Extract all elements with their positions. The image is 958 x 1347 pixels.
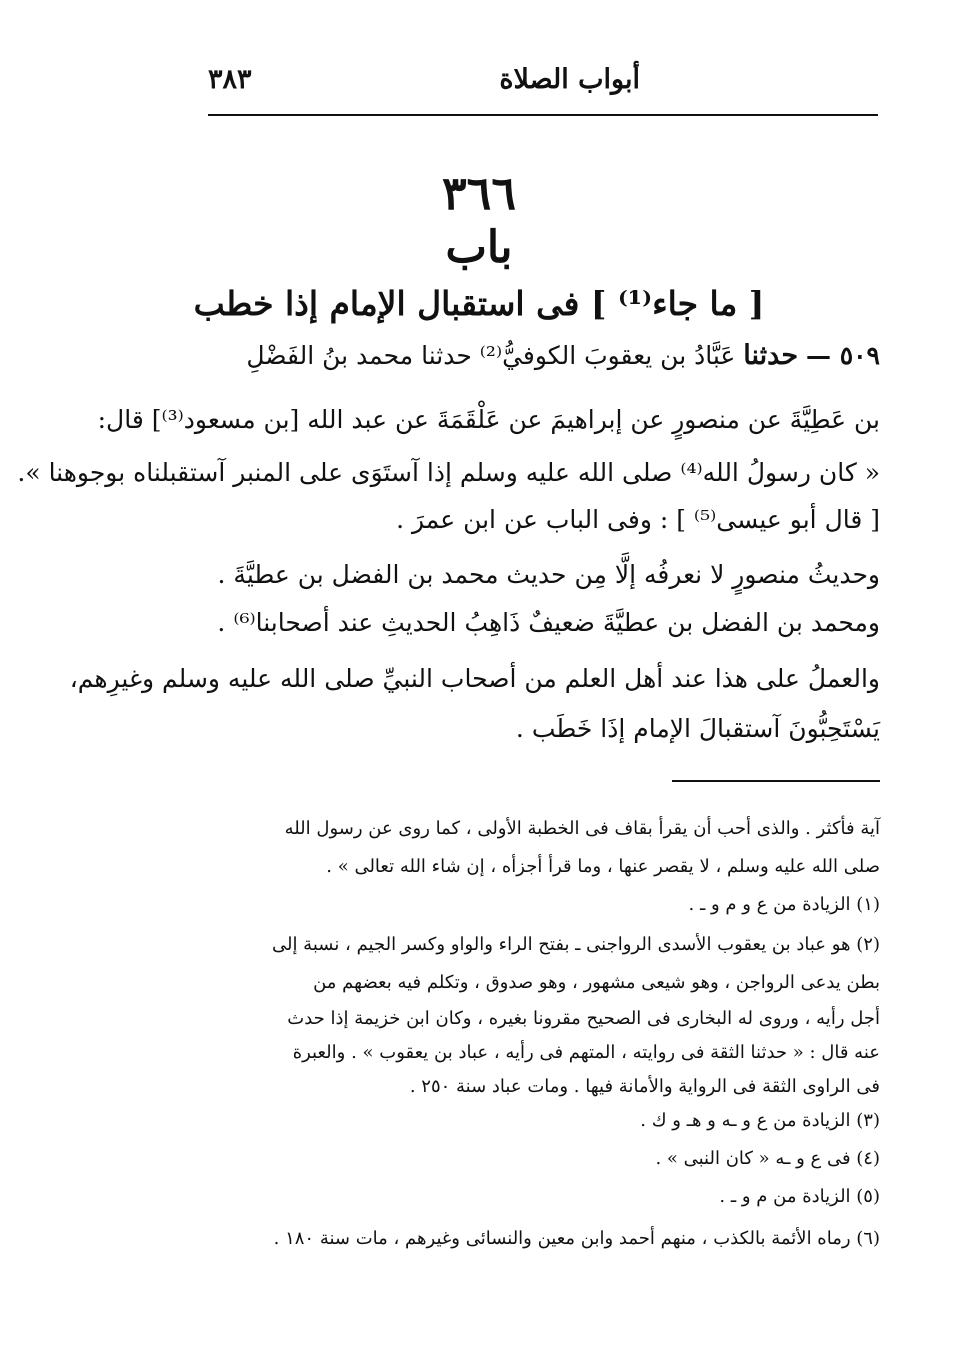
footnote-line: آية فأكثر . والذى أحب أن يقرأ بقاف فى الخطبة الأولى ، كما روى عن رسول الله <box>284 818 880 839</box>
footnote-line: (١) الزيادة من ع و م و ـ . <box>688 894 880 915</box>
body-line: والعملُ على هذا عند أهل العلم من أصحاب النبيِّ صلى الله عليه وسلم وغيرِهم، <box>69 664 880 693</box>
footnote-line: (٦) رماه الأئمة بالكذب ، منهم أحمد وابن معين والنسائى وغيرهم ، مات سنة ١٨٠ . <box>273 1228 880 1249</box>
body-line: بن عَطِيَّةَ عن منصورٍ عن إبراهيمَ عن عَلْقَمَةَ عن عبد الله [بن مسعود⁽³⁾] قال: <box>97 405 880 434</box>
footnote-rule <box>672 780 880 782</box>
footnote-line: (٣) الزيادة من ع و ـه و هـ و ك . <box>640 1110 880 1131</box>
body-line: « كان رسولُ الله⁽⁴⁾ صلى الله عليه وسلم إذا آستَوَى على المنبر آستقبلناه بوجوهنا ». <box>17 458 880 487</box>
body-line: يَسْتَحِبُّونَ آستقبالَ الإمام إذَا خَطَب . <box>515 714 880 743</box>
footnote-line: فى الراوى الثقة فى الرواية والأمانة فيها . ومات عباد سنة ٢٥٠ . <box>409 1076 880 1097</box>
footnote-line: (٤) فى ع و ـه « كان النبى » . <box>655 1148 880 1169</box>
body-line: ومحمد بن الفضل بن عطيَّةَ ضعيفٌ ذَاهِبُ الحديثِ عند أصحابنا⁽⁶⁾ . <box>217 608 880 637</box>
body-line-hadith-opening <box>208 340 880 371</box>
narration-word: حدثنا <box>743 340 799 371</box>
header-rule <box>208 114 878 116</box>
running-title: أبواب الصلاة <box>499 64 640 95</box>
footnote-line: عنه قال : « حدثنا الثقة فى روايته ، المتهم فى رأيه ، عباد بن يعقوب » . والعبرة <box>292 1042 880 1063</box>
footnote-line: (٢) هو عباد بن يعقوب الأسدى الرواجنى ـ بفتح الراء والواو وكسر الجيم ، نسبة إلى <box>271 934 880 955</box>
body-line-text: عَبَّادُ بن يعقوبَ الكوفيُّ⁽²⁾ حدثنا محمد بنُ الفَضْلِ <box>246 341 736 370</box>
footnote-line: أجل رأيه ، وروى له البخارى فى الصحيح مقرونا بغيره ، وكان ابن خزيمة إذا حدث <box>287 1008 880 1029</box>
body-line: وحديثُ منصورٍ لا نعرفُه إلَّا مِن حديث محمد بن الفضل بن عطيَّةَ . <box>217 560 880 589</box>
footnote-line: صلى الله عليه وسلم ، لا يقصر عنها ، وما قرأ أجزأه ، إن شاء الله تعالى » . <box>326 856 880 877</box>
body-line: [ قال أبو عيسى⁽⁵⁾ ] : وفى الباب عن ابن عمرَ . <box>396 505 880 534</box>
chapter-word: باب <box>445 222 513 273</box>
page-number: ٣٨٣ <box>208 64 252 95</box>
footnote-line: بطن يدعى الرواجن ، وهو شيعى مشهور ، وهو صدوق ، وتكلم فيه بعضهم من <box>313 972 880 993</box>
chapter-title: [ ما جاء⁽¹⁾ ] فى استقبال الإمام إذا خطب <box>193 284 765 323</box>
footnote-line: (٥) الزيادة من م و ـ . <box>719 1186 880 1207</box>
hadith-number: ٥٠٩ — <box>805 341 880 370</box>
chapter-number: ٣٦٦ <box>441 166 517 220</box>
page-header <box>208 64 880 104</box>
